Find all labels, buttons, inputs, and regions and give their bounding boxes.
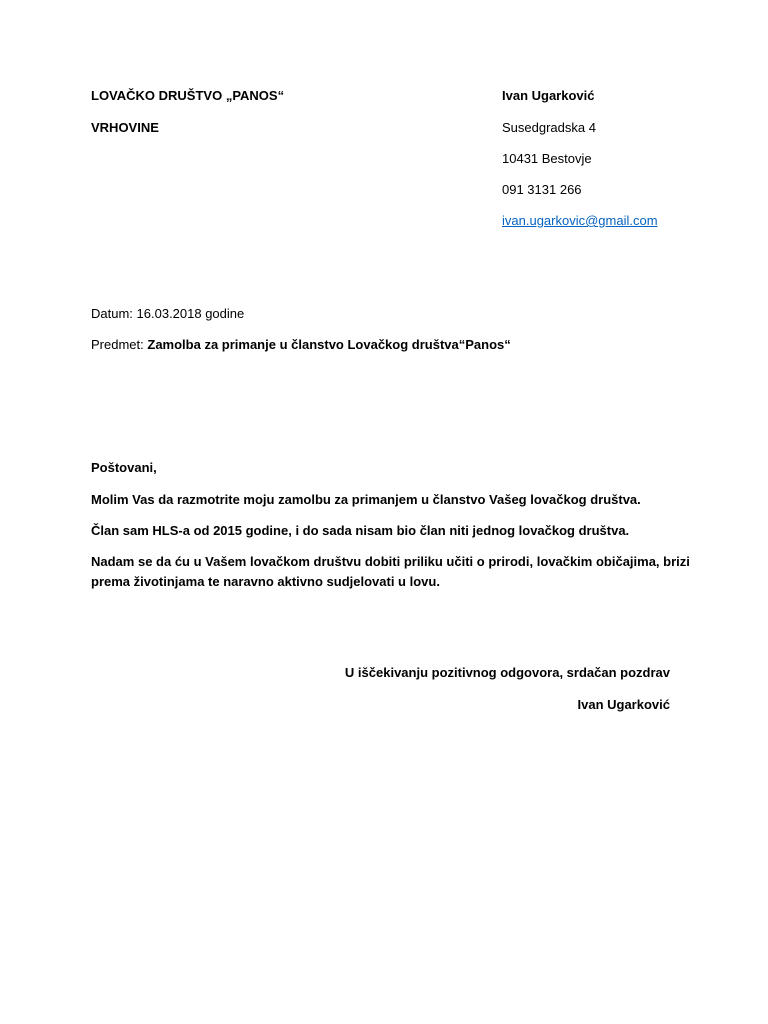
paragraph-3-line-2: prema životinjama te naravno aktivno sudjelovati u lovu. [91, 574, 440, 589]
subject-label: Predmet: [91, 337, 144, 352]
date-value: 16.03.2018 godine [136, 306, 245, 321]
closing-signature: Ivan Ugarković [577, 697, 670, 712]
sender-name: Ivan Ugarković [502, 88, 595, 103]
recipient-org-name: LOVAČKO DRUŠTVO „PANOS“ [91, 88, 285, 103]
date-label: Datum: [91, 306, 133, 321]
date-line [91, 306, 244, 322]
subject-line [91, 337, 511, 353]
greeting: Poštovani, [91, 460, 157, 475]
sender-street: Susedgradska 4 [502, 120, 596, 135]
paragraph-3-line-1: Nadam se da ću u Vašem lovačkom društvu dobiti priliku učiti o prirodi, lovačkim običajima, brizi [91, 554, 690, 569]
subject-value: Zamolba za primanje u članstvo Lovačkog društva“Panos“ [147, 337, 511, 352]
recipient-place: VRHOVINE [91, 120, 159, 135]
paragraph-2: Član sam HLS-a od 2015 godine, i do sada nisam bio član niti jednog lovačkog društva. [91, 523, 630, 538]
closing-salutation: U iščekivanju pozitivnog odgovora, srdačan pozdrav [344, 665, 670, 680]
paragraph-1: Molim Vas da razmotrite moju zamolbu za primanjem u članstvo Vašeg lovačkog društva. [91, 492, 641, 507]
sender-city: 10431 Bestovje [502, 151, 592, 166]
sender-email-link[interactable]: ivan.ugarkovic@gmail.com [502, 213, 658, 228]
sender-phone: 091 3131 266 [502, 182, 582, 197]
